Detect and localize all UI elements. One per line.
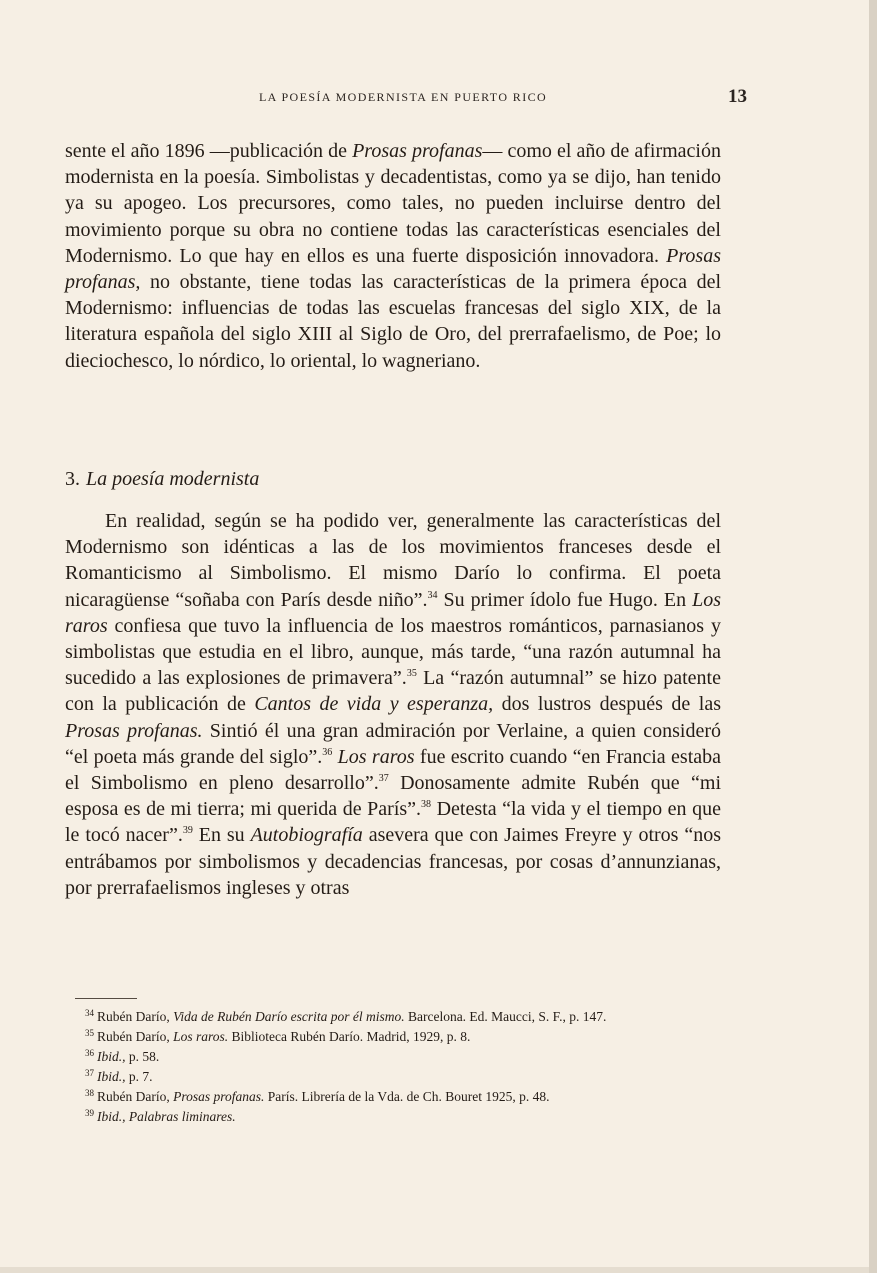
footnote-ref: 35 — [406, 668, 417, 680]
footnote-italic: Prosas profanas. — [173, 1089, 265, 1105]
footnote-text: Rubén Darío, — [97, 1009, 174, 1024]
footnote-italic: Ibid., — [97, 1049, 126, 1065]
footnote — [75, 1105, 721, 1125]
footnote-ref: 36 — [322, 746, 333, 758]
footnote-text: Rubén Darío, — [97, 1029, 174, 1045]
footnote-text: Rubén Darío, — [97, 1089, 174, 1105]
footnote-italic: Los raros. — [173, 1029, 229, 1045]
paragraph-1-text: sente el año 1896 —publicación de — [65, 140, 353, 162]
paragraph-2-italic: Cantos de vida y esperanza, — [254, 693, 494, 716]
footnote-number: 34 — [85, 1008, 94, 1018]
paragraph-2-text: asevera que con Jaimes Freyre y otros “nos entrábamos por simbolismos y decadencias francesas, por cosas d’annunzianas, por prerrafaelismos ingleses y otras — [65, 824, 722, 899]
footnote-ref: 34 — [427, 589, 438, 601]
footnote-text: Biblioteca Rubén Darío. Madrid, 1929, p. 8. — [228, 1029, 471, 1045]
paragraph-2-text: fue escrito cuando “en Francia estaba el Simbolismo en pleno desarrollo”. — [65, 745, 722, 795]
paragraph-2-text: En realidad, según se ha podido ver, generalmente las características del Modernismo son idénticas a las de los movimientos franceses desde el Romanticismo al Simbolismo. El mismo Darío lo confirma. El poeta nicaragüense “soñaba con París desde niño”. — [65, 510, 721, 611]
footnote-divider — [75, 998, 137, 999]
running-title: LA POESÍA MODERNISTA EN PUERTO RICO — [258, 90, 548, 104]
footnote-text: París. Librería de la Vda. de Ch. Bouret 1925, p. 48. — [264, 1089, 550, 1105]
paragraph-2-text: dos lustros después de las — [493, 693, 721, 716]
footnote — [75, 1065, 721, 1085]
footnote — [75, 1045, 721, 1065]
paragraph-2-text: Detesta “la vida y el tiempo en que le tocó nacer”. — [65, 798, 721, 847]
paragraph-2-italic: Los raros — [65, 588, 721, 637]
footnote-number: 37 — [85, 1068, 94, 1079]
section-number: 3. — [65, 468, 80, 490]
footnote-ref: 37 — [378, 773, 389, 785]
paragraph-1-text: — como el año de afirmación modernista en la poesía. Simbolistas y decadentistas, como ya se dijo, han tenido ya su apogeo. Los precursores, como tales, no pueden incluirse dentro del movimiento porque su obra no contiene todas las características esenciales del Modernismo. Lo que hay en ellos es una fuerte disposición innovadora. — [65, 140, 721, 267]
paragraph-1-italic: Prosas profanas, — [65, 244, 721, 294]
page-number: 13 — [728, 86, 747, 107]
paragraph-2-text: En su — [192, 824, 251, 847]
paragraph-2-text: Donosamente admite Rubén que “mi esposa es de mi tierra; mi querida de París”. — [65, 772, 721, 821]
footnote-italic: Ibid., — [97, 1069, 126, 1085]
footnote-number: 36 — [85, 1048, 94, 1059]
paragraph-1-text: no obstante, tiene todas las características de la primera época del Modernismo: influencias de todas las escuelas francesas del siglo XIX, de la literatura española del siglo XIII al Siglo de Oro, del prerrafaelismo, de Poe; lo dieciochesco, lo nórdico, lo oriental, lo wagneriano. — [65, 271, 721, 372]
paragraph-2-text: Sintió él una gran admiración por Verlaine, a quien consideró “el poeta más grande del siglo”. — [65, 719, 721, 768]
footnote-text: Barcelona. Ed. Maucci, S. F., p. 147. — [404, 1009, 607, 1024]
footnote-ref: 38 — [421, 799, 432, 811]
section-title: La poesía modernista — [86, 468, 260, 490]
footnote-ref: 39 — [182, 825, 193, 837]
paragraph-2-text: La “razón autumnal” se hizo patente con la publicación de — [65, 667, 721, 716]
paragraph-1-italic: Prosas profanas — [352, 140, 483, 162]
footnote — [75, 1025, 721, 1045]
footnote-text: p. 7. — [125, 1069, 153, 1085]
footnote — [75, 1085, 721, 1105]
page-header — [65, 86, 747, 110]
footnote-number: 38 — [85, 1088, 94, 1099]
paragraph-2-italic: Los raros — [337, 745, 415, 768]
section-heading — [65, 466, 259, 492]
paragraph-2 — [65, 508, 721, 901]
page-edge — [0, 1267, 869, 1273]
footnote-italic: Ibid., Palabras liminares. — [97, 1109, 236, 1125]
footnote-text: p. 58. — [125, 1049, 160, 1065]
footnotes — [75, 1005, 721, 1126]
footnote-number: 39 — [85, 1108, 94, 1119]
paragraph-2-text: Su primer ídolo fue Hugo. En — [437, 588, 693, 611]
paragraph-1 — [65, 138, 721, 374]
footnote-italic: Vida de Rubén Darío escrita por él mismo. — [173, 1009, 405, 1024]
paragraph-2-text: confiesa que tuvo la influencia de los maestros románticos, parnasianos y simbolistas que estudia en el libro, aunque, más tarde, “una razón autumnal ha sucedido a las explosiones de primavera”. — [65, 614, 721, 690]
footnote — [75, 1005, 721, 1025]
footnote-number: 35 — [85, 1028, 94, 1039]
paragraph-2-italic: Autobiografía — [250, 824, 363, 847]
paragraph-2-italic: Prosas profanas. — [65, 719, 203, 742]
